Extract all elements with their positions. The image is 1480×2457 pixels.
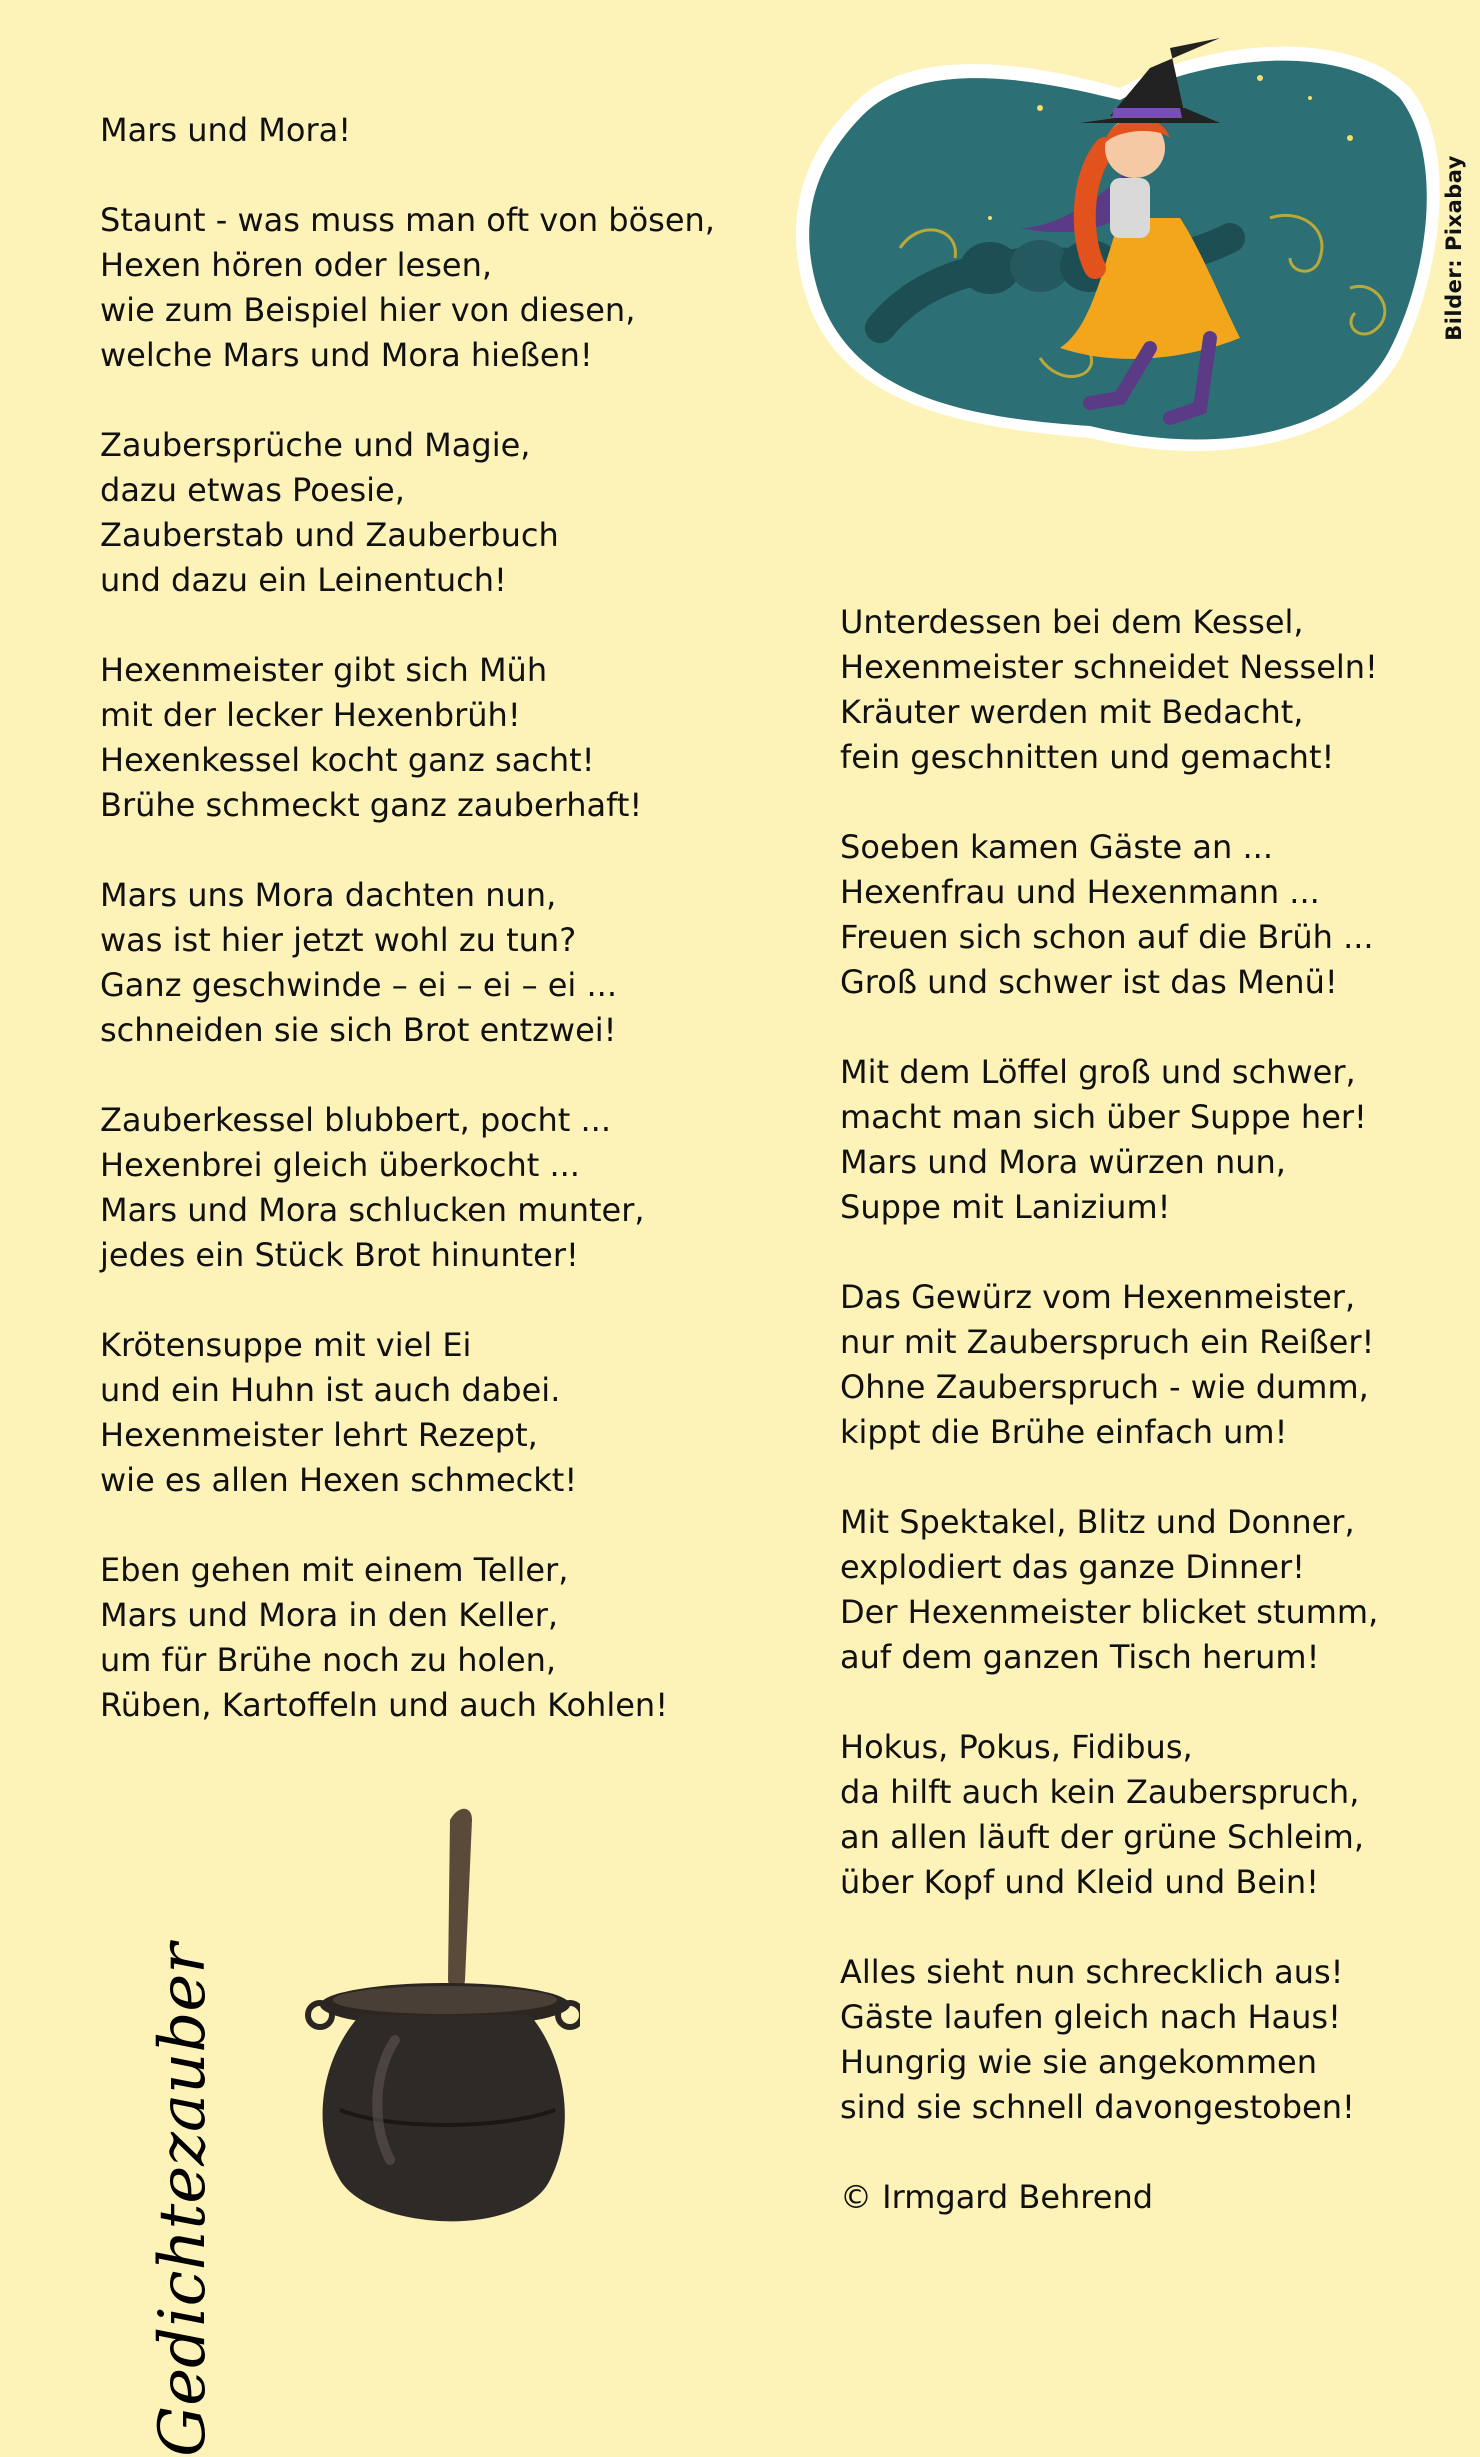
poem-line: jedes ein Stück Brot hinunter! bbox=[100, 1236, 579, 1274]
poem-line: Hungrig wie sie angekommen bbox=[840, 2043, 1317, 2081]
poem-line: Mars uns Mora dachten nun, bbox=[100, 876, 557, 914]
poem-line: Der Hexenmeister blicket stumm, bbox=[840, 1593, 1379, 1631]
signature-area bbox=[118, 1943, 248, 2457]
stanza bbox=[840, 1500, 1460, 1680]
poem-line: nur mit Zauberspruch ein Reißer! bbox=[840, 1323, 1375, 1361]
poem-line: Ohne Zauberspruch - wie dumm, bbox=[840, 1368, 1369, 1406]
stanza bbox=[100, 1548, 800, 1728]
poem-line: Mars und Mora in den Keller, bbox=[100, 1596, 559, 1634]
poem-line: Kräuter werden mit Bedacht, bbox=[840, 693, 1304, 731]
poem-left-column bbox=[100, 108, 800, 1773]
poem-line: auf dem ganzen Tisch herum! bbox=[840, 1638, 1320, 1676]
poem-line: Hexenmeister lehrt Rezept, bbox=[100, 1416, 538, 1454]
poem-line: Mit Spektakel, Blitz und Donner, bbox=[840, 1503, 1355, 1541]
poem-line: Staunt - was muss man oft von bösen, bbox=[100, 201, 715, 239]
poem-line: über Kopf und Kleid und Bein! bbox=[840, 1863, 1319, 1901]
poem-line: welche Mars und Mora hießen! bbox=[100, 336, 593, 374]
poem-line: Ganz geschwinde – ei – ei – ei ... bbox=[100, 966, 617, 1004]
poem-line: Hokus, Pokus, Fidibus, bbox=[840, 1728, 1193, 1766]
poem-line: was ist hier jetzt wohl zu tun? bbox=[100, 921, 577, 959]
poem-line: an allen läuft der grüne Schleim, bbox=[840, 1818, 1365, 1856]
poem-line: Zaubersprüche und Magie, bbox=[100, 426, 531, 464]
stanza bbox=[840, 1725, 1460, 1905]
poem-line: Alles sieht nun schrecklich aus! bbox=[840, 1953, 1344, 1991]
poem-line: Hexenmeister schneidet Nesseln! bbox=[840, 648, 1378, 686]
poem-line: Brühe schmeckt ganz zauberhaft! bbox=[100, 786, 643, 824]
stanza bbox=[100, 873, 800, 1053]
poem-line: fein geschnitten und gemacht! bbox=[840, 738, 1335, 776]
stanza bbox=[100, 1323, 800, 1503]
left-stanzas bbox=[100, 198, 800, 1728]
image-credit: Bilder: Pixabay bbox=[1442, 155, 1466, 341]
poem-line: Hexenfrau und Hexenmann ... bbox=[840, 873, 1320, 911]
cauldron-image bbox=[300, 1800, 580, 2260]
poem-line: Hexenbrei gleich überkocht ... bbox=[100, 1146, 580, 1184]
poem-line: dazu etwas Poesie, bbox=[100, 471, 405, 509]
poem-line: Soeben kamen Gäste an ... bbox=[840, 828, 1273, 866]
poem-line: sind sie schnell davongestoben! bbox=[840, 2088, 1355, 2126]
poem-line: Rüben, Kartoffeln und auch Kohlen! bbox=[100, 1686, 669, 1724]
stanza bbox=[840, 825, 1460, 1005]
poem-line: und ein Huhn ist auch dabei. bbox=[100, 1371, 561, 1409]
poem-line: Hexen hören oder lesen, bbox=[100, 246, 493, 284]
copyright-line: © Irmgard Behrend bbox=[840, 2178, 1154, 2216]
stanza bbox=[840, 1275, 1460, 1455]
poem-line: Suppe mit Lanizium! bbox=[840, 1188, 1171, 1226]
poem-line: Krötensuppe mit viel Ei bbox=[100, 1326, 472, 1364]
poem-line: schneiden sie sich Brot entzwei! bbox=[100, 1011, 617, 1049]
stanza bbox=[840, 600, 1460, 780]
witch-illustration bbox=[790, 28, 1450, 468]
poem-line: kippt die Brühe einfach um! bbox=[840, 1413, 1288, 1451]
poem-line: Unterdessen bei dem Kessel, bbox=[840, 603, 1304, 641]
poem-line: wie zum Beispiel hier von diesen, bbox=[100, 291, 636, 329]
poem-line: Mit dem Löffel groß und schwer, bbox=[840, 1053, 1356, 1091]
stanza bbox=[840, 1050, 1460, 1230]
poem-line: Groß und schwer ist das Menü! bbox=[840, 963, 1338, 1001]
signature-logo: Gedichtezauber bbox=[146, 1943, 220, 2457]
poem-line: wie es allen Hexen schmeckt! bbox=[100, 1461, 578, 1499]
poem-line: um für Brühe noch zu holen, bbox=[100, 1641, 557, 1679]
poem-line: explodiert das ganze Dinner! bbox=[840, 1548, 1305, 1586]
poem-title: Mars und Mora! bbox=[100, 111, 352, 149]
stanza bbox=[100, 198, 800, 378]
poem-line: Gäste laufen gleich nach Haus! bbox=[840, 1998, 1341, 2036]
poem-line: Das Gewürz vom Hexenmeister, bbox=[840, 1278, 1356, 1316]
poem-line: Hexenmeister gibt sich Müh bbox=[100, 651, 548, 689]
poem-line: und dazu ein Leinentuch! bbox=[100, 561, 507, 599]
right-stanzas bbox=[840, 600, 1460, 2130]
poem-line: da hilft auch kein Zauberspruch, bbox=[840, 1773, 1360, 1811]
poem-line: macht man sich über Suppe her! bbox=[840, 1098, 1367, 1136]
stanza bbox=[840, 1950, 1460, 2130]
poem-line: Mars und Mora schlucken munter, bbox=[100, 1191, 645, 1229]
poem-line: Mars und Mora würzen nun, bbox=[840, 1143, 1286, 1181]
poem-line: Zauberstab und Zauberbuch bbox=[100, 516, 559, 554]
poem-line: mit der lecker Hexenbrüh! bbox=[100, 696, 521, 734]
poem-line: Hexenkessel kocht ganz sacht! bbox=[100, 741, 595, 779]
poem-right-column bbox=[840, 600, 1460, 2220]
poem-line: Zauberkessel blubbert, pocht ... bbox=[100, 1101, 611, 1139]
stanza bbox=[100, 423, 800, 603]
stanza bbox=[100, 648, 800, 828]
poem-line: Freuen sich schon auf die Brüh ... bbox=[840, 918, 1374, 956]
stanza bbox=[100, 1098, 800, 1278]
poem-line: Eben gehen mit einem Teller, bbox=[100, 1551, 569, 1589]
